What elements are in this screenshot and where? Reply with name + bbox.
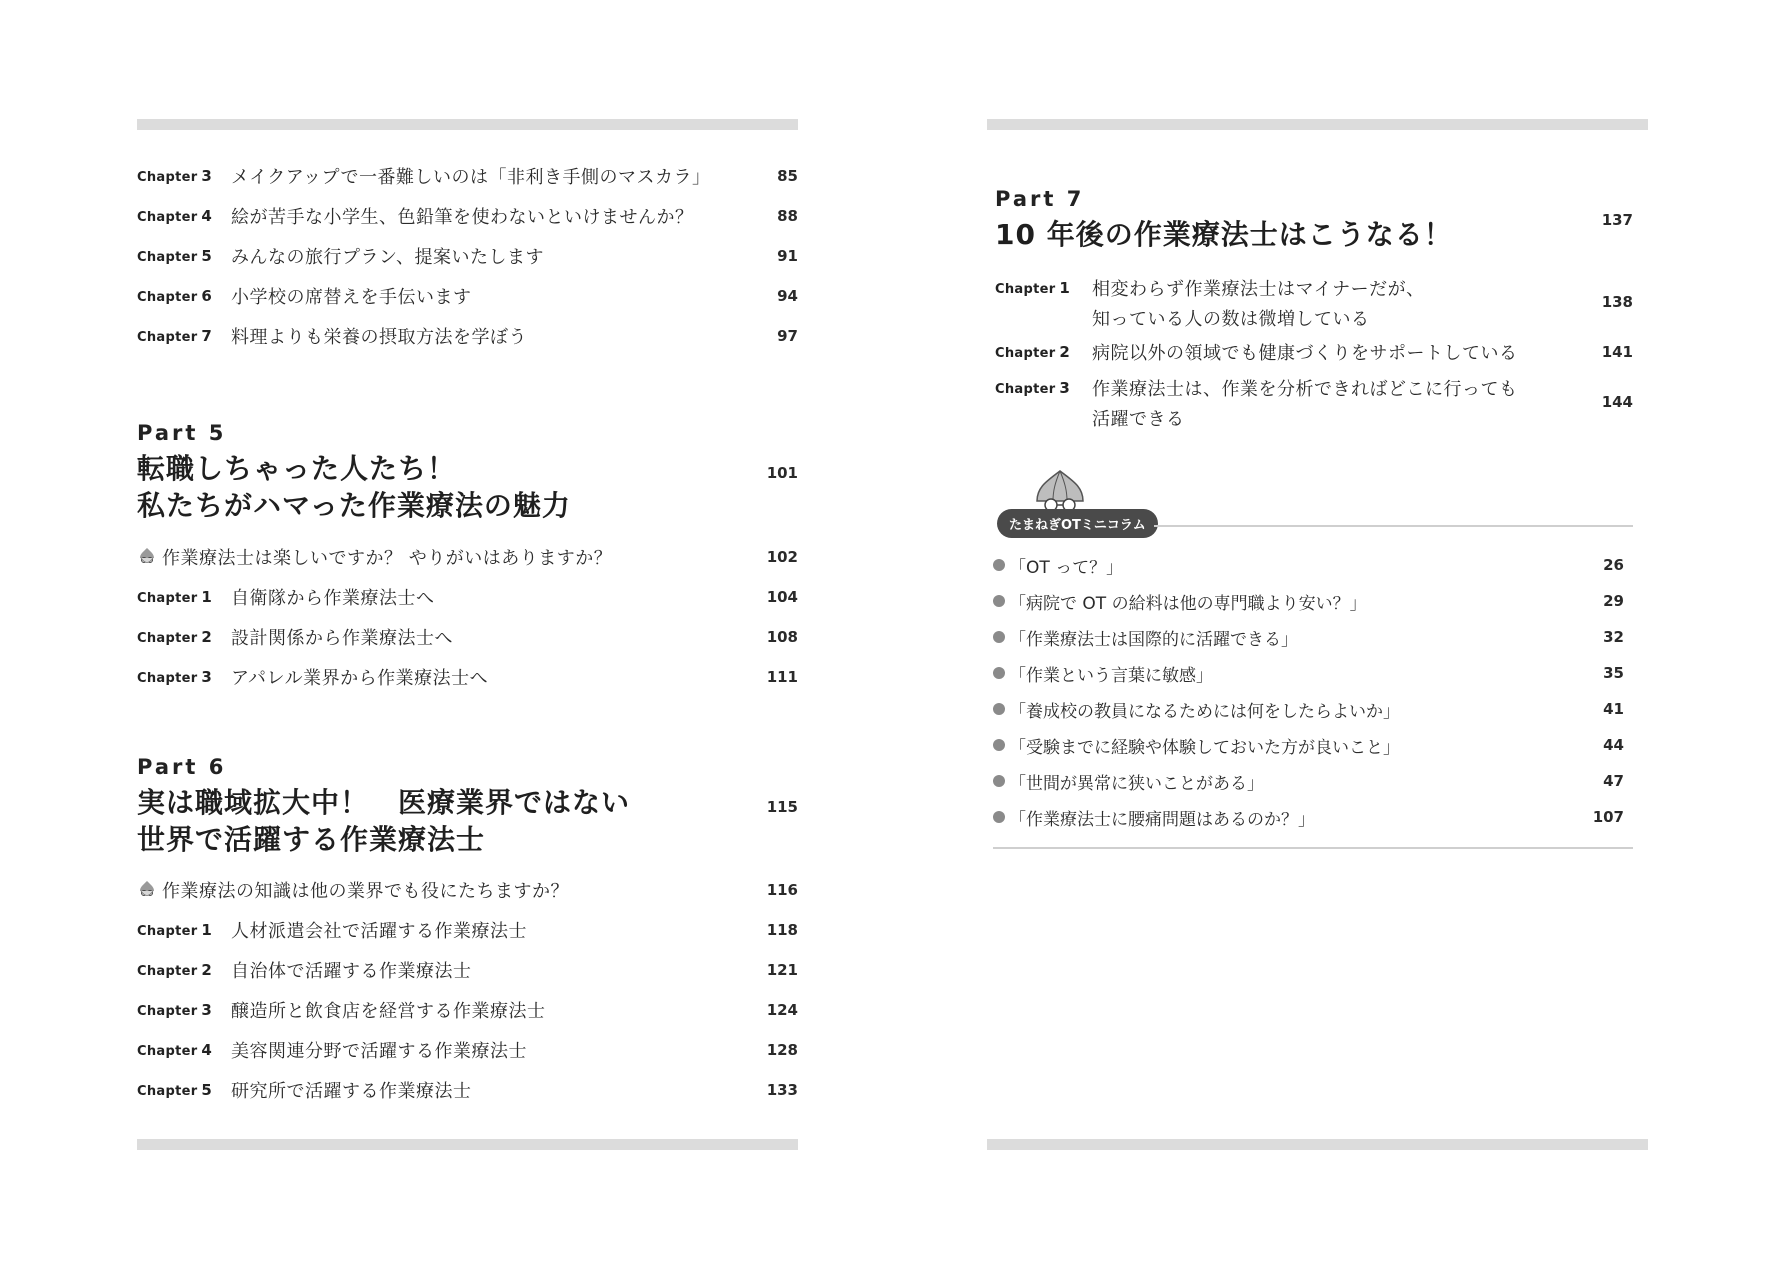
part5-qa[interactable] (137, 543, 798, 571)
chapter-label: Chapter 4 (137, 207, 213, 225)
chapter-page: 144 (1601, 393, 1633, 411)
onion-mascot-icon (137, 547, 157, 567)
chapter-title: みんなの旅行プラン、提案いたします (231, 247, 545, 268)
part5-page: 101 (766, 464, 798, 482)
part6-title-line1: 実は職域拡大中！ 医療業界ではない (137, 786, 631, 819)
column-item-title: 「OT って？」 (1009, 557, 1124, 578)
column-item-title: 「作業療法士は国際的に活躍できる」 (1009, 629, 1298, 650)
part5-title-line1: 転職しちゃった人たち！ (137, 452, 457, 485)
chapter-label: Chapter 6 (137, 287, 213, 305)
toc-row[interactable] (995, 275, 1633, 335)
part6-qa[interactable] (137, 876, 798, 904)
chapter-label: Chapter 1 (995, 279, 1071, 297)
chapter-title: 自治体で活躍する作業療法士 (231, 961, 472, 982)
qa-title: 作業療法の知識は他の業界でも役にたちますか？ (162, 881, 569, 902)
column-item-page: 35 (1603, 664, 1624, 682)
chapter-label: Chapter 2 (137, 961, 213, 979)
part7-title: 10 年後の作業療法士はこうなる！ (995, 218, 1453, 251)
top-bar (137, 119, 798, 130)
part7-label: Part 7 (995, 187, 1085, 211)
part7-page: 137 (1601, 211, 1633, 229)
chapter-label: Chapter 5 (137, 247, 213, 265)
chapter-title: 研究所で活躍する作業療法士 (231, 1081, 472, 1102)
chapter-title: 絵が苦手な小学生、色鉛筆を使わないといけませんか？ (231, 207, 694, 228)
qa-page: 116 (766, 881, 798, 899)
column-item-page: 47 (1603, 772, 1624, 790)
column-item-title: 「養成校の教員になるためには何をしたらよいか」 (1009, 701, 1400, 722)
chapter-title: アパレル業界から作業療法士へ (231, 668, 489, 689)
chapter-label: Chapter 1 (137, 921, 213, 939)
column-bottom-rule (993, 847, 1633, 849)
chapter-title: 小学校の席替えを手伝います (231, 287, 472, 308)
bullet-icon (993, 631, 1005, 643)
chapter-page: 97 (777, 327, 798, 345)
chapter-title: 醸造所と飲食店を経営する作業療法士 (231, 1001, 546, 1022)
chapter-label: Chapter 3 (137, 167, 213, 185)
chapter-page: 88 (777, 207, 798, 225)
chapter-page: 141 (1601, 343, 1633, 361)
toc-row[interactable] (137, 202, 798, 230)
toc-row[interactable] (137, 322, 798, 350)
chapter-label: Chapter 3 (995, 379, 1071, 397)
column-item[interactable] (993, 587, 1633, 615)
top-bar (987, 119, 1648, 130)
column-item[interactable] (993, 551, 1633, 579)
column-item-page: 32 (1603, 628, 1624, 646)
column-item-title: 「作業療法士に腰痛問題はあるのか？」 (1009, 809, 1315, 830)
chapter-title: 作業療法士は、作業を分析できればどこに行っても 活躍できる (1092, 379, 1518, 430)
toc-row[interactable] (137, 1036, 798, 1064)
part5-title (137, 450, 571, 524)
column-item-page: 44 (1603, 736, 1624, 754)
bullet-icon (993, 703, 1005, 715)
column-item-page: 29 (1603, 592, 1624, 610)
column-item-title: 「世間が異常に狭いことがある」 (1009, 773, 1264, 794)
part6-page: 115 (766, 798, 798, 816)
chapter-title: 設計関係から作業療法士へ (231, 628, 453, 649)
chapter-label: Chapter 2 (137, 628, 213, 646)
chapter-page: 133 (766, 1081, 798, 1099)
column-rule (1154, 525, 1633, 527)
column-item[interactable] (993, 731, 1633, 759)
chapter-title: 自衛隊から作業療法士へ (231, 588, 435, 609)
chapter-label: Chapter 4 (137, 1041, 213, 1059)
bullet-icon (993, 775, 1005, 787)
chapter-title: 相変わらず作業療法士はマイナーだが、 知っている人の数は微増している (1092, 279, 1425, 330)
part6-title (137, 784, 630, 858)
bullet-icon (993, 667, 1005, 679)
part5-label: Part 5 (137, 421, 227, 445)
chapter-page: 128 (766, 1041, 798, 1059)
chapter-label: Chapter 3 (137, 1001, 213, 1019)
chapter-label: Chapter 7 (137, 327, 213, 345)
chapter-title: メイクアップで一番難しいのは「非利き手側のマスカラ」 (231, 167, 711, 188)
chapter-title: 病院以外の領域でも健康づくりをサポートしている (1092, 343, 1518, 364)
part6-title-line2: 世界で活躍する作業療法士 (137, 823, 486, 856)
bullet-icon (993, 739, 1005, 751)
chapter-page: 108 (766, 628, 798, 646)
bullet-icon (993, 595, 1005, 607)
chapter-title: 美容関連分野で活躍する作業療法士 (231, 1041, 527, 1062)
left-page (137, 119, 798, 1150)
chapter-page: 111 (766, 668, 798, 686)
chapter-label: Chapter 2 (995, 343, 1071, 361)
bottom-bar (137, 1139, 798, 1150)
bottom-bar (987, 1139, 1648, 1150)
chapter-title: 人材派遣会社で活躍する作業療法士 (231, 921, 527, 942)
chapter-label: Chapter 5 (137, 1081, 213, 1099)
toc-row[interactable] (137, 663, 798, 691)
column-badge: たまねぎOTミニコラム (997, 509, 1158, 538)
toc-row[interactable] (137, 583, 798, 611)
column-item[interactable] (993, 767, 1633, 795)
column-item[interactable] (993, 659, 1633, 687)
chapter-title: 料理よりも栄養の摂取方法を学ぼう (231, 327, 527, 348)
chapter-label: Chapter 1 (137, 588, 213, 606)
column-item[interactable] (993, 695, 1633, 723)
bullet-icon (993, 811, 1005, 823)
toc-row[interactable] (137, 1076, 798, 1104)
column-item-title: 「受験までに経験や体験しておいた方が良いこと」 (1009, 737, 1400, 758)
toc-row[interactable] (137, 623, 798, 651)
toc-row[interactable] (995, 339, 1633, 369)
column-item-page: 26 (1603, 556, 1624, 574)
toc-row[interactable] (995, 375, 1633, 435)
chapter-page: 121 (766, 961, 798, 979)
chapter-page: 91 (777, 247, 798, 265)
toc-row[interactable] (137, 162, 798, 190)
chapter-label: Chapter 3 (137, 668, 213, 686)
column-item[interactable] (993, 803, 1633, 831)
toc-row[interactable] (137, 916, 798, 944)
part5-title-line2: 私たちがハマった作業療法の魅力 (137, 489, 571, 522)
column-item-page: 41 (1603, 700, 1624, 718)
toc-row[interactable] (137, 996, 798, 1024)
toc-row[interactable] (137, 242, 798, 270)
column-item-page: 107 (1592, 808, 1624, 826)
qa-page: 102 (766, 548, 798, 566)
bullet-icon (993, 559, 1005, 571)
chapter-page: 104 (766, 588, 798, 606)
column-item-title: 「病院で OT の給料は他の専門職より安い？」 (1009, 593, 1367, 614)
chapter-page: 138 (1601, 293, 1633, 311)
qa-title: 作業療法士は楽しいですか？ やりがいはありますか？ (162, 548, 613, 569)
part6-label: Part 6 (137, 755, 227, 779)
chapter-page: 124 (766, 1001, 798, 1019)
toc-row[interactable] (137, 956, 798, 984)
column-item[interactable] (993, 623, 1633, 651)
chapter-page: 118 (766, 921, 798, 939)
toc-row[interactable] (137, 282, 798, 310)
onion-mascot-icon (137, 880, 157, 900)
column-item-title: 「作業という言葉に敏感」 (1009, 665, 1213, 686)
chapter-page: 85 (777, 167, 798, 185)
right-page (987, 119, 1648, 1150)
chapter-page: 94 (777, 287, 798, 305)
